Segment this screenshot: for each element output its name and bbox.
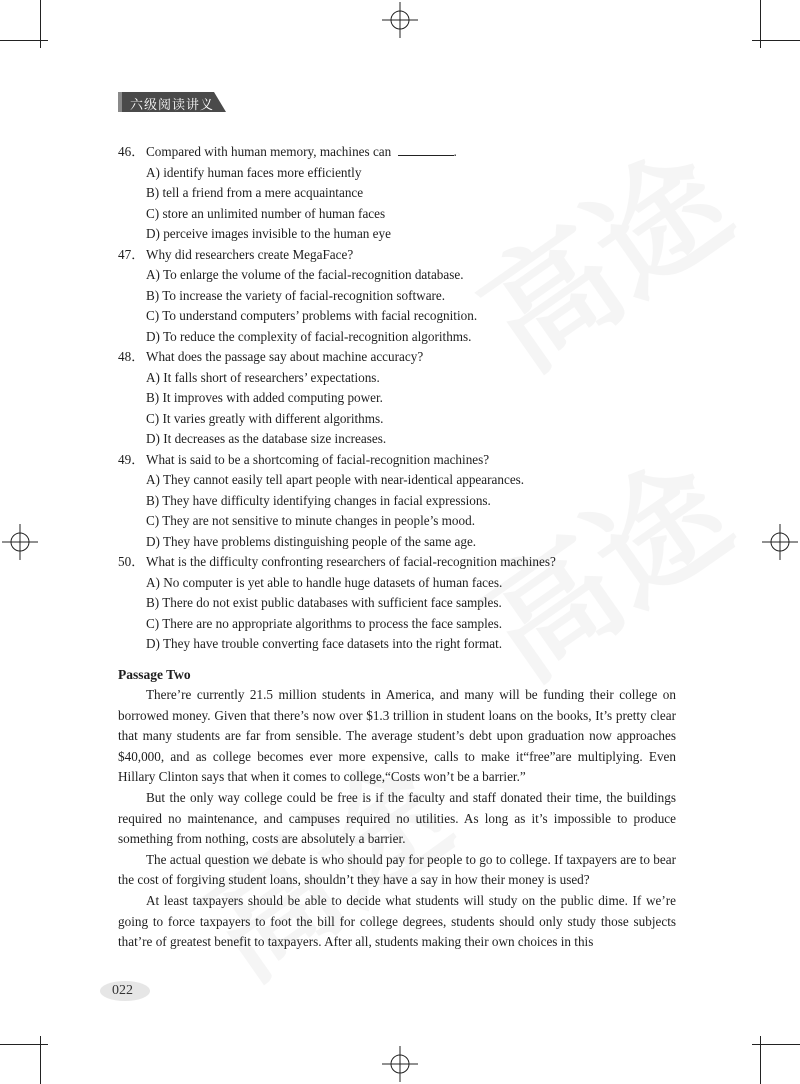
question-stem xyxy=(118,142,678,163)
question-number: 46． xyxy=(118,144,145,159)
question-stem xyxy=(118,450,678,471)
answer-option: B) To increase the variety of facial-recognition software. xyxy=(146,287,446,303)
question-stem xyxy=(118,552,678,573)
question-text: Compared with human memory, machines can xyxy=(146,144,395,159)
answer-option: D) To reduce the complexity of facial-recognition algorithms. xyxy=(146,328,472,344)
registration-mark-icon xyxy=(762,524,798,560)
question-stem xyxy=(118,245,678,266)
section-header-tab xyxy=(118,92,226,112)
passage-paragraph: There’re currently 21.5 million students in America, and many will be funding their college on borrowed money. Given that there’s now over $1.3 trillion in student loans on the books, It’s pretty clear that many students are far from sensible. The average student’s debt upon graduation now approaches $40,000, and as college becomes ever more expensive, calls to make it“free”are multiplying. Even Hillary Clinton says that when it comes to college,“Costs won’t be a barrier.” xyxy=(118,687,676,785)
answer-option: B) They have difficulty identifying changes in facial expressions. xyxy=(146,492,491,508)
question-number: 49． xyxy=(118,451,145,467)
answer-option: D) They have problems distinguishing people of the same age. xyxy=(146,533,477,549)
question-item xyxy=(118,552,678,655)
crop-mark xyxy=(0,40,48,41)
passage-paragraph: The actual question we debate is who should pay for people to go to college. If taxpayers are to bear the cost of forgiving student loans, shouldn’t they have a say in how their money is used? xyxy=(118,851,676,888)
question-list xyxy=(118,142,678,655)
answer-option: C) store an unlimited number of human faces xyxy=(146,205,386,221)
question-item xyxy=(118,142,678,245)
answer-option: D) It decreases as the database size increases. xyxy=(146,431,387,446)
answer-option: A) It falls short of researchers’ expectations. xyxy=(146,369,380,385)
page-number: 022 xyxy=(112,983,133,998)
question-stem xyxy=(118,347,678,368)
passage-paragraph: At least taxpayers should be able to decide what students will study on the public dime. If we’re going to force taxpayers to foot the bill for college degrees, students should only study those subjects that’re of greatest benefit to taxpayers. After all, students making their own choices in this xyxy=(118,892,676,950)
question-number: 48． xyxy=(118,349,145,364)
answer-option: D) perceive images invisible to the human eye xyxy=(146,226,391,241)
answer-option: A) To enlarge the volume of the facial-recognition database. xyxy=(146,267,464,282)
question-text: What is the difficulty confronting researchers of facial-recognition machines? xyxy=(146,554,556,569)
question-item xyxy=(118,347,678,450)
question-text: Why did researchers create MegaFace? xyxy=(146,246,354,262)
registration-mark-icon xyxy=(2,524,38,560)
answer-option: C) They are not sensitive to minute changes in people’s mood. xyxy=(146,513,476,528)
question-number: 47． xyxy=(118,246,145,262)
answer-option: D) They have trouble converting face datasets into the right format. xyxy=(146,636,503,651)
answer-option: B) tell a friend from a mere acquaintance xyxy=(146,185,364,200)
passage-paragraph: But the only way college could be free is if the faculty and staff donated their time, the buildings required no maintenance, and campuses required no utilities. As long as it’s impossible to produce something from nothing, costs are absolutely a barrier. xyxy=(118,789,676,847)
answer-option: A) They cannot easily tell apart people with near-identical appearances. xyxy=(146,472,525,487)
registration-mark-icon xyxy=(382,2,418,38)
answer-option: C) There are no appropriate algorithms to process the face samples. xyxy=(146,615,503,631)
crop-mark xyxy=(0,1044,48,1045)
passage-title: Passage Two xyxy=(118,667,191,682)
question-text-end: . xyxy=(453,144,457,159)
answer-option: C) To understand computers’ problems with facial recognition. xyxy=(146,308,478,323)
crop-mark xyxy=(752,1044,800,1045)
answer-option: A) identify human faces more efficiently xyxy=(146,164,362,180)
registration-mark-icon xyxy=(382,1046,418,1082)
question-item xyxy=(118,450,678,553)
answer-option: B) There do not exist public databases with sufficient face samples. xyxy=(146,595,502,610)
crop-mark xyxy=(752,40,800,41)
question-text: What does the passage say about machine accuracy? xyxy=(146,349,424,364)
answer-blank xyxy=(398,144,454,156)
question-item xyxy=(118,245,678,348)
passage xyxy=(118,664,676,953)
page-number-badge xyxy=(100,980,150,1002)
answer-option: A) No computer is yet able to handle huge datasets of human faces. xyxy=(146,574,503,590)
question-number: 50． xyxy=(118,554,145,569)
question-text: What is said to be a shortcoming of facial-recognition machines? xyxy=(146,451,490,467)
section-header-title: 六级阅读讲义 xyxy=(130,98,215,113)
answer-option: C) It varies greatly with different algorithms. xyxy=(146,410,384,426)
answer-option: B) It improves with added computing power. xyxy=(146,390,383,405)
